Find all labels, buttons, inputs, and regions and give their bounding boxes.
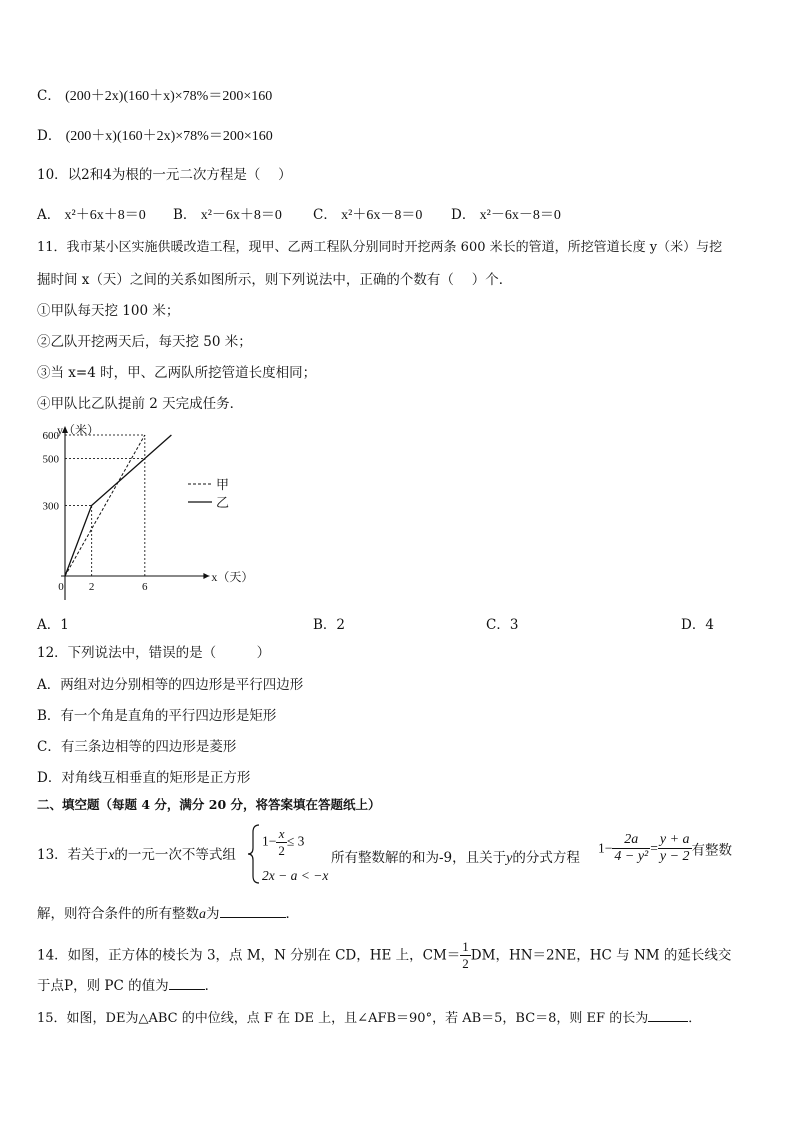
q12-option-d: D．对角线互相垂直的矩形是正方形	[37, 770, 251, 786]
q13-line2	[37, 905, 299, 924]
y-tick-label: 600	[42, 430, 59, 442]
q13-text: 的一元一次不等式组	[114, 847, 236, 863]
fraction-2	[658, 832, 692, 865]
series-jia	[65, 435, 145, 576]
variable-x: x	[108, 848, 115, 863]
x-tick-label: 6	[142, 581, 148, 593]
equation: x²－6x－8＝0	[479, 208, 561, 223]
fraction-half	[460, 939, 471, 972]
q11-chart	[30, 418, 260, 608]
section-heading: 二、填空题（每题 4 分，满分 20 分，将答案填在答题纸上）	[37, 797, 381, 812]
q10-option-a	[37, 203, 146, 224]
system-brace	[247, 824, 261, 884]
q11-statement-1: ①甲队每天挖 100 米；	[37, 303, 180, 319]
equation: (200＋x)(160＋2x)×78%＝200×160	[65, 129, 273, 144]
q11-option-b: B．2	[313, 617, 346, 633]
q11-statement-2: ②乙队开挖两天后，每天挖 50 米；	[37, 334, 252, 350]
equation: (200＋2x)(160＋x)×78%＝200×160	[65, 89, 273, 104]
frac-num: 2a	[624, 832, 639, 847]
q13-line1-post	[331, 846, 580, 867]
option-label: D．	[451, 207, 476, 223]
q11-stem-line1: 11．我市某小区实施供暖改造工程，现甲、乙两工程队分别同时开挖两条 600 米长的管道，所挖管道长度 y（米）与挖	[37, 240, 723, 255]
frac-den: 2	[462, 956, 469, 971]
q10-option-b	[173, 203, 282, 224]
q10-option-d	[451, 203, 561, 224]
q13-text: 解，则符合条件的所有整数	[37, 906, 199, 922]
x-tick-label: 2	[88, 581, 95, 593]
q9-option-d	[37, 127, 273, 146]
q12-stem: 12．下列说法中，错误的是（ ）	[37, 645, 271, 661]
variable-y: y	[506, 851, 513, 866]
y-axis-label: y（米）	[57, 423, 100, 437]
equation: x²－6x＋8＝0	[200, 208, 282, 223]
x-axis-arrow	[203, 573, 209, 579]
ineq-part: 1−	[262, 833, 277, 849]
q14-line2	[37, 977, 218, 995]
eq-part: =	[650, 840, 658, 856]
eq-part: 1−	[598, 840, 613, 856]
answer-blank[interactable]	[648, 1021, 688, 1022]
q13-text: 为	[206, 906, 220, 922]
q14-text: 14．如图，正方体的棱长为 3，点 M，N 分别在 CD，HE 上，CM＝	[37, 947, 461, 964]
inequality-2: 2x − a < −x	[262, 868, 329, 883]
fractional-equation	[598, 832, 732, 865]
q11-option-c: C．3	[486, 617, 519, 633]
q13-line1-pre	[37, 846, 236, 865]
q13-text: 有整数	[691, 842, 733, 859]
q12-option-b: B．有一个角是直角的平行四边形是矩形	[37, 708, 277, 724]
q13-text: ．	[285, 906, 299, 922]
q9-option-c	[37, 87, 272, 106]
q13-text: 13．若关于	[37, 847, 109, 863]
q11-option-a: A．1	[37, 617, 69, 633]
y-tick-label: 500	[42, 453, 59, 466]
legend-label-jia: 甲	[216, 478, 230, 493]
x-axis-label: x（天）	[211, 570, 254, 584]
fraction-1	[612, 832, 650, 865]
frac-num: 1	[462, 939, 469, 954]
option-label: B．	[173, 207, 197, 223]
q11-statement-3: ③当 x=4 时，甲、乙两队所挖管道长度相同；	[37, 365, 317, 381]
q14-text: ．	[204, 978, 219, 994]
legend-label-yi: 乙	[216, 496, 230, 511]
equation: x²＋6x－8＝0	[341, 208, 423, 223]
q14-text: DM，HN＝2NE，HC 与 NM 的延长线交	[470, 947, 732, 964]
series-yi	[65, 435, 171, 576]
q14-text: 于点P，则 PC 的值为	[37, 978, 169, 994]
q12-option-a: A．两组对边分别相等的四边形是平行四边形	[37, 677, 304, 693]
option-label: C．	[313, 207, 337, 223]
equation: x²＋6x＋8＝0	[64, 208, 146, 223]
q14-line1	[37, 939, 731, 972]
q13-text: 的分式方程	[512, 850, 580, 866]
inequality-1	[262, 826, 304, 859]
q15-text: ．	[688, 1011, 702, 1026]
q11-statement-4: ④甲队比乙队提前 2 天完成任务．	[37, 396, 244, 412]
fraction	[276, 826, 287, 859]
y-tick-label: 300	[42, 500, 59, 513]
q15-text: 15．如图，DE为△ABC 的中位线，点 F 在 DE 上，且∠AFB＝90°，若 AB＝5，BC＝8，则 EF 的长为	[37, 1011, 649, 1026]
x-tick-label: 0	[58, 581, 64, 593]
ineq-part: ≤ 3	[286, 833, 305, 849]
q12-option-c: C．有三条边相等的四边形是菱形	[37, 739, 237, 755]
frac-den: 4 − y²	[614, 849, 649, 864]
q11-stem-line2: 掘时间 x（天）之间的关系如图所示，则下列说法中，正确的个数有（ ）个．	[37, 272, 513, 288]
q10-stem: 10．以2和4为根的一元二次方程是（ ）	[37, 167, 292, 183]
chart-legend	[188, 478, 229, 511]
option-label: D．	[37, 128, 62, 144]
q10-option-c	[313, 203, 422, 224]
option-label: A．	[37, 207, 61, 223]
option-label: C．	[37, 88, 61, 104]
frac-den: y − 2	[659, 849, 690, 864]
frac-den: 2	[278, 843, 285, 858]
answer-blank[interactable]	[169, 989, 205, 990]
q11-option-d: D．4	[681, 617, 714, 633]
frac-num: y + a	[659, 832, 690, 847]
frac-num: x	[278, 826, 285, 841]
answer-blank[interactable]	[220, 917, 286, 918]
q15-line	[37, 1010, 701, 1028]
chart-series	[65, 435, 171, 576]
q13-text: 所有整数解的和为-9，且关于	[331, 850, 507, 866]
variable-a: a	[199, 907, 206, 922]
